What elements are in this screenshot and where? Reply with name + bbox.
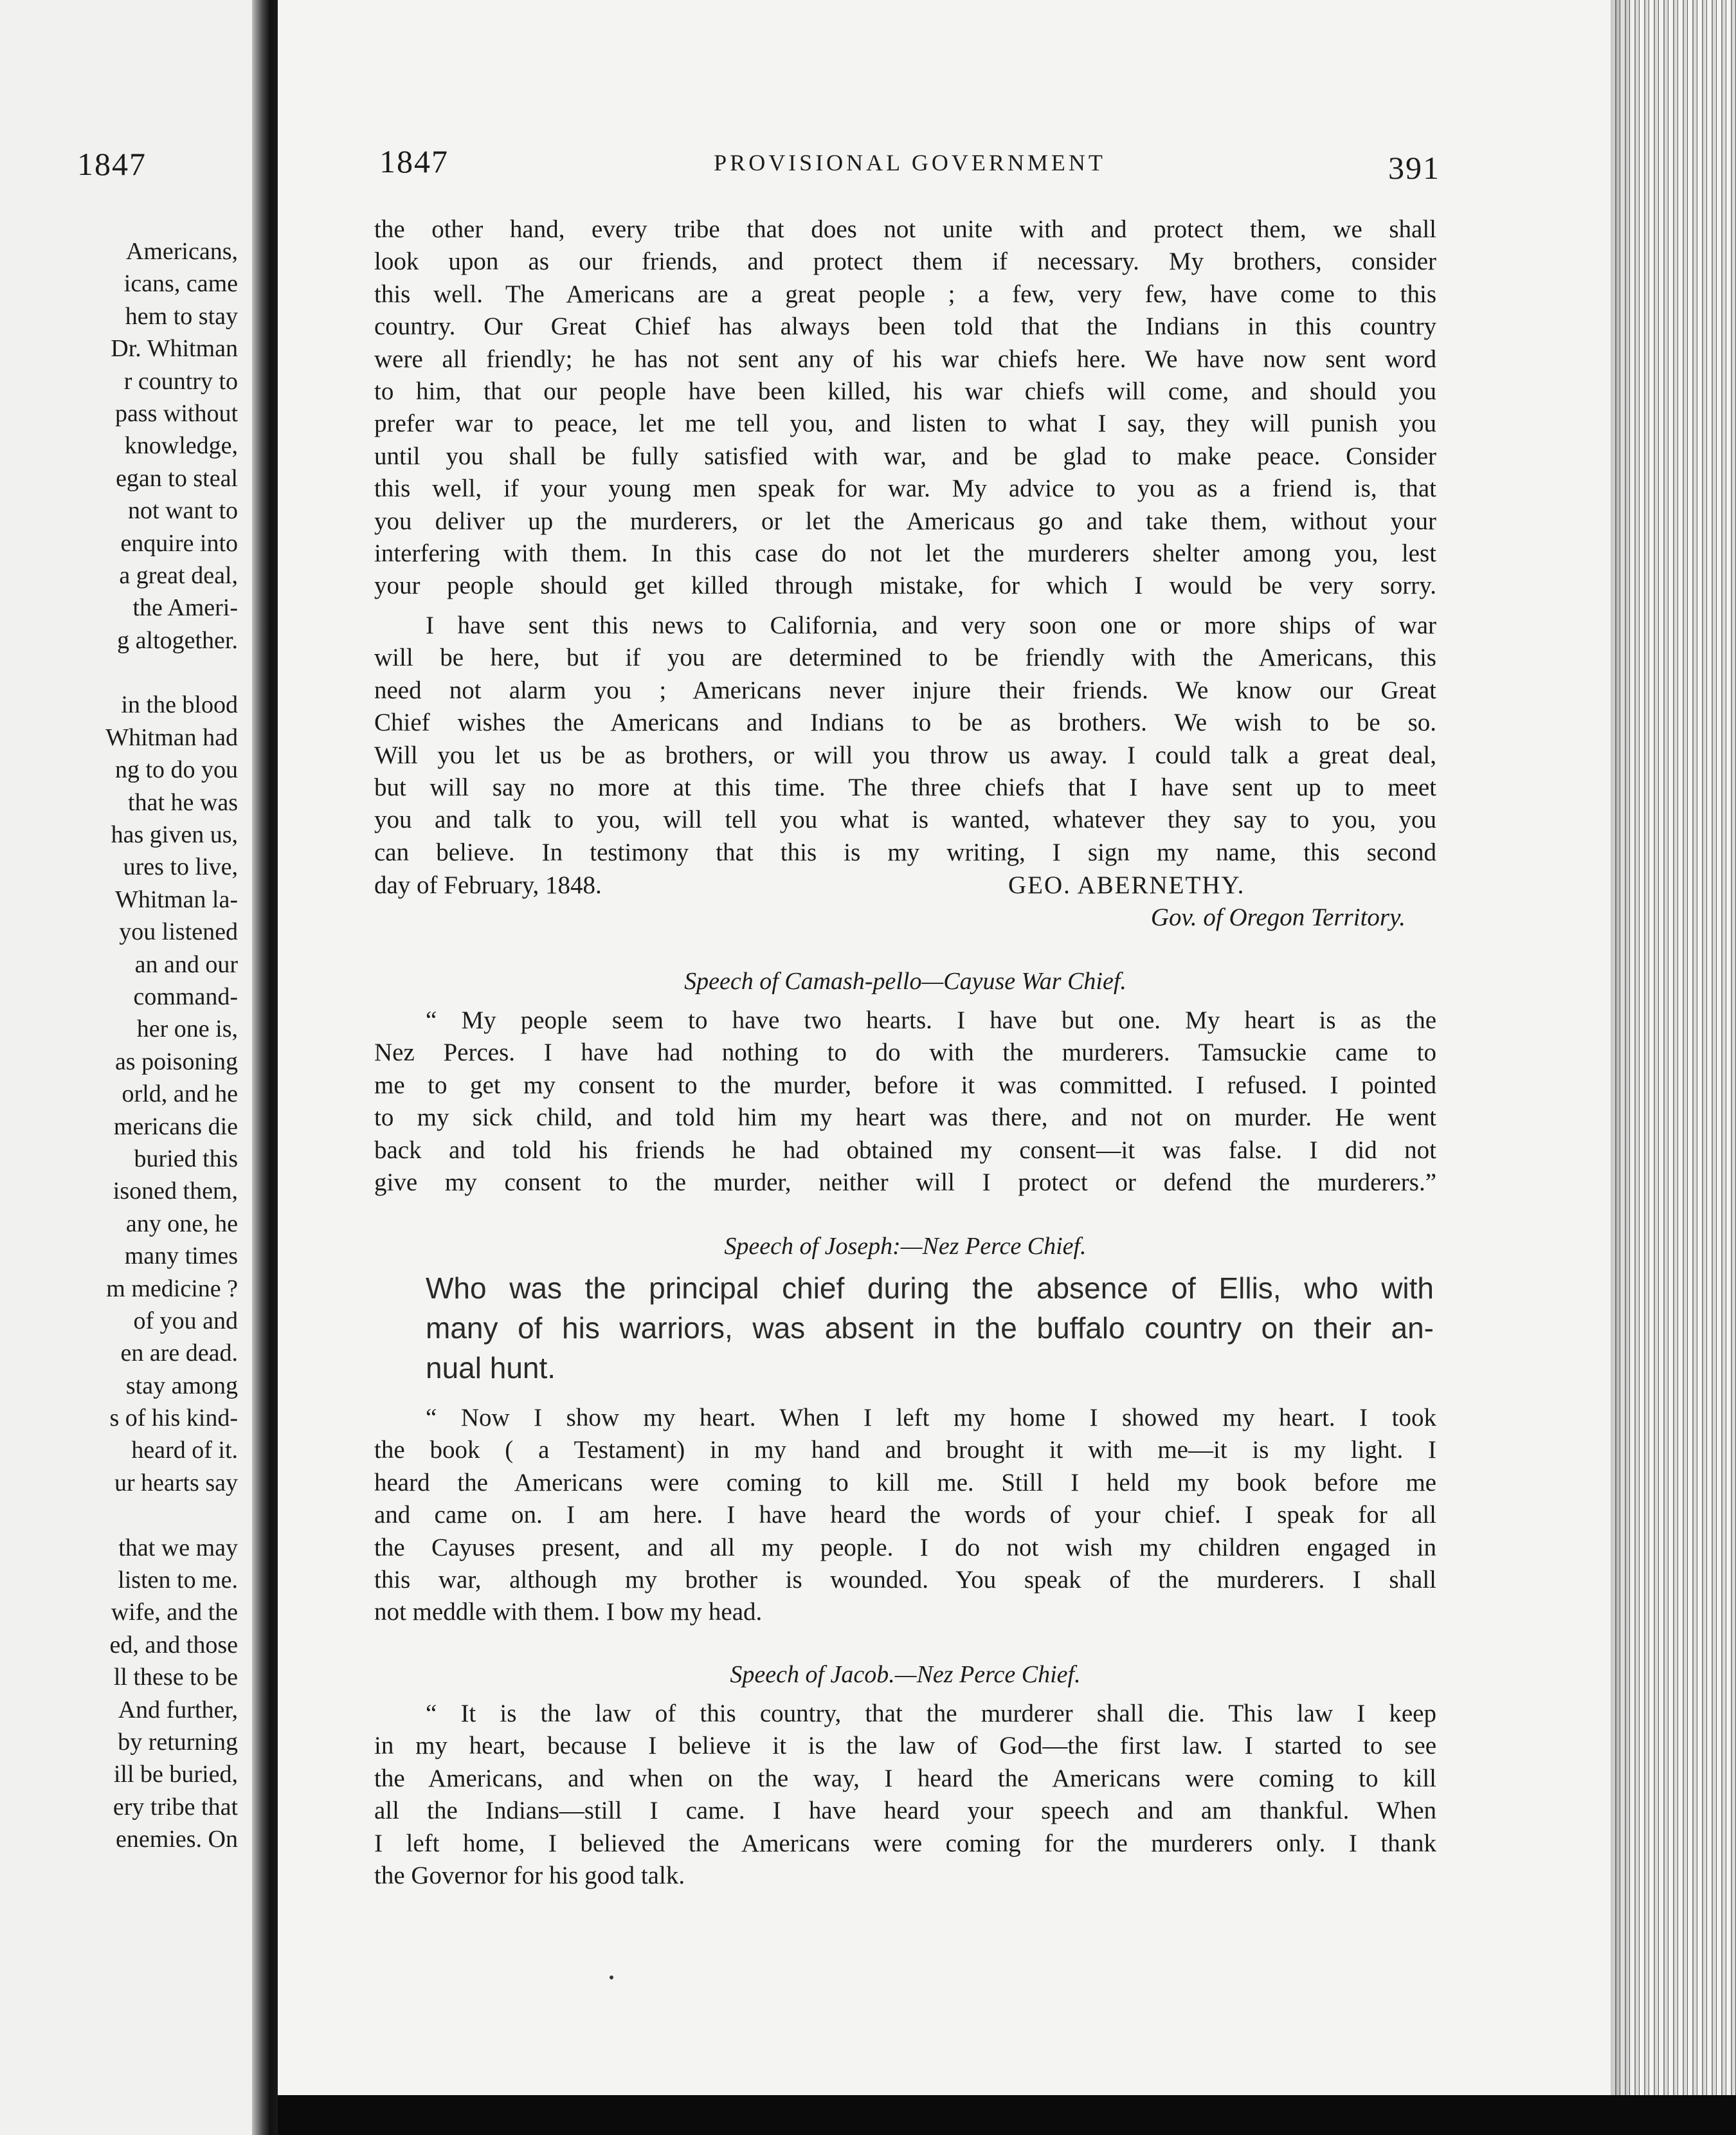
left-page-line: not want to bbox=[128, 497, 238, 525]
ink-speck bbox=[610, 1976, 613, 1979]
left-page-line: a great deal, bbox=[119, 561, 238, 589]
left-page-line: egan to steal bbox=[116, 464, 238, 492]
letter-paragraph-2 bbox=[374, 610, 1436, 869]
text-line: Will you let us be as brothers, or will you throw us away. I could talk a great deal, bbox=[374, 741, 1436, 769]
left-page-line: isoned them, bbox=[113, 1177, 238, 1205]
text-line: “ It is the law of this country, that the murderer shall die. This law I keep bbox=[426, 1700, 1436, 1727]
left-page-line: g altogether. bbox=[117, 626, 238, 654]
text-line: back and told his friends he had obtained my consent—it was false. I did not bbox=[374, 1136, 1436, 1164]
left-page-line: Americans, bbox=[125, 238, 238, 265]
text-line: your people should get killed through mistake, for which I would be very sorry. bbox=[374, 572, 1436, 600]
left-page-line: by returning bbox=[118, 1728, 238, 1756]
left-page-line: enquire into bbox=[120, 529, 238, 557]
left-page-line: m medicine ? bbox=[106, 1275, 238, 1302]
left-page-line: you listened bbox=[119, 918, 238, 946]
left-page-line: And further, bbox=[118, 1696, 238, 1723]
left-page-line: ery tribe that bbox=[113, 1793, 238, 1821]
running-head-title: PROVISIONAL GOVERNMENT bbox=[714, 150, 1106, 176]
left-page-line: that we may bbox=[118, 1534, 238, 1561]
left-page-line: has given us, bbox=[111, 821, 238, 849]
text-line: will be here, but if you are determined to be friendly with the Americans, this bbox=[374, 644, 1436, 672]
text-line: Nez Perces. I have had nothing to do with the murderers. Tamsuckie came to bbox=[374, 1039, 1436, 1067]
signature-block bbox=[374, 869, 1436, 934]
left-page-line: ed, and those bbox=[109, 1631, 238, 1658]
left-page-line: hem to stay bbox=[125, 302, 238, 330]
left-page-line: enemies. On bbox=[116, 1826, 238, 1853]
text-line: you deliver up the murderers, or let the Americaus go and take them, without your bbox=[374, 507, 1436, 535]
speech-heading-camash-pello: Speech of Camash-pello—Cayuse War Chief. bbox=[684, 968, 1126, 995]
running-head bbox=[379, 143, 1440, 188]
note-line: nual hunt. bbox=[426, 1351, 556, 1385]
text-line: the other hand, every tribe that does not unite with and protect them, we shall bbox=[374, 215, 1436, 243]
left-page-line: listen to me. bbox=[118, 1567, 238, 1594]
left-page-line: ur hearts say bbox=[114, 1469, 238, 1496]
left-page-line: orld, and he bbox=[122, 1080, 238, 1108]
text-line: look upon as our friends, and protect them if necessary. My brothers, consider bbox=[374, 248, 1436, 276]
left-page-line: ng to do you bbox=[114, 756, 238, 784]
text-line: the Governor for his good talk. bbox=[374, 1861, 685, 1889]
text-line: I left home, I believed the Americans were coming for the murderers only. I thank bbox=[374, 1829, 1436, 1857]
speech-heading-jacob: Speech of Jacob.—Nez Perce Chief. bbox=[730, 1661, 1081, 1688]
left-page-line: any one, he bbox=[125, 1210, 238, 1237]
left-page-line: command- bbox=[133, 983, 238, 1010]
left-page-line: as poisoning bbox=[114, 1048, 238, 1075]
text-line: me to get my consent to the murder, before it was committed. I refused. I pointed bbox=[374, 1071, 1436, 1099]
left-page-line: Dr. Whitman bbox=[111, 335, 238, 363]
signature-date: day of February, 1848. bbox=[374, 871, 602, 899]
annotation-note bbox=[426, 1268, 1434, 1388]
left-page-header-year: 1847 bbox=[77, 146, 147, 182]
left-page-line: heard of it. bbox=[131, 1437, 238, 1464]
speech-camash-pello bbox=[374, 1004, 1436, 1199]
text-line: and came on. I am here. I have heard the words of your chief. I speak for all bbox=[374, 1501, 1436, 1529]
left-page-line bbox=[0, 657, 238, 689]
text-line: this well, if your young men speak for war. My advice to you as a friend is, that bbox=[374, 475, 1436, 503]
text-line: country. Our Great Chief has always been told that the Indians in this country bbox=[374, 313, 1436, 341]
text-line: the Cayuses present, and all my people. I do not wish my children engaged in bbox=[374, 1533, 1436, 1561]
left-page-line: mericans die bbox=[113, 1113, 238, 1140]
text-line: in my heart, because I believe it is the law of God—the first law. I started to see bbox=[374, 1732, 1436, 1760]
note-line: many of his warriors, was absent in the buffalo country on their an- bbox=[426, 1311, 1434, 1345]
left-page-line: ll these to be bbox=[113, 1664, 238, 1691]
left-page-line: her one is, bbox=[136, 1015, 238, 1043]
text-line: all the Indians—still I came. I have heard your speech and am thankful. When bbox=[374, 1797, 1436, 1825]
text-line: until you shall be fully satisfied with war, and be glad to make peace. Consider bbox=[374, 442, 1436, 470]
text-line: were all friendly; he has not sent any of his war chiefs here. We have now sent word bbox=[374, 345, 1436, 373]
left-page-line: buried this bbox=[134, 1145, 238, 1172]
text-line: can believe. In testimony that this is my writing, I sign my name, this second bbox=[374, 838, 1436, 866]
page-edges-shadow bbox=[1611, 0, 1636, 2135]
text-line: prefer war to peace, let me tell you, and listen to what I say, they will punish you bbox=[374, 410, 1436, 438]
text-line: to my sick child, and told him my heart was there, and not on murder. He went bbox=[374, 1104, 1436, 1132]
text-line: the book ( a Testament) in my hand and brought it with me—it is my light. I bbox=[374, 1436, 1436, 1464]
left-page-line: many times bbox=[124, 1242, 238, 1270]
left-page-line: Whitman had bbox=[105, 723, 238, 751]
text-line: the Americans, and when on the way, I heard the Americans were coming to kill bbox=[374, 1764, 1436, 1792]
left-page-line bbox=[0, 1499, 238, 1531]
text-line: interfering with them. In this case do not let the murderers shelter among you, lest bbox=[374, 539, 1436, 567]
text-line: I have sent this news to California, and very soon one or more ships of war bbox=[426, 612, 1436, 639]
speech-joseph bbox=[374, 1402, 1436, 1629]
left-page-line: the Ameri- bbox=[132, 594, 238, 622]
text-line: this well. The Americans are a great people ; a few, very few, have come to this bbox=[374, 280, 1436, 308]
page-number: 391 bbox=[1388, 150, 1440, 186]
left-page-line: r country to bbox=[123, 367, 238, 395]
book-gutter bbox=[252, 0, 278, 2135]
note-line: Who was the principal chief during the absence of Ellis, who with bbox=[426, 1271, 1434, 1305]
text-line: to him, that our people have been killed, his war chiefs will come, and should you bbox=[374, 377, 1436, 405]
left-page-line: ill be buried, bbox=[113, 1761, 238, 1788]
left-facing-page bbox=[0, 0, 252, 2135]
left-page-text-column bbox=[0, 235, 238, 1856]
left-page-line: knowledge, bbox=[124, 432, 238, 460]
text-line: need not alarm you ; Americans never injure their friends. We know our Great bbox=[374, 676, 1436, 704]
speech-jacob bbox=[374, 1698, 1436, 1892]
left-page-line: pass without bbox=[114, 399, 238, 427]
text-line: give my consent to the murder, neither will I protect or defend the murderers.” bbox=[374, 1168, 1436, 1196]
left-page-line: stay among bbox=[125, 1372, 238, 1399]
left-page-line: that he was bbox=[128, 788, 238, 816]
bottom-edge bbox=[278, 2095, 1736, 2135]
text-line: not meddle with them. I bow my head. bbox=[374, 1598, 763, 1626]
left-page-line: in the blood bbox=[121, 691, 238, 719]
text-line: but will say no more at this time. The three chiefs that I have sent up to meet bbox=[374, 773, 1436, 801]
text-line: heard the Americans were coming to kill me. Still I held my book before me bbox=[374, 1468, 1436, 1496]
left-page-line: icans, came bbox=[123, 270, 238, 298]
text-line: this war, although my brother is wounded. You speak of the murderers. I shall bbox=[374, 1565, 1436, 1594]
text-line: you and talk to you, will tell you what is wanted, whatever they say to you, you bbox=[374, 806, 1436, 834]
text-line: “ Now I show my heart. When I left my home I showed my heart. I took bbox=[426, 1404, 1436, 1431]
signature-name: GEO. ABERNETHY. bbox=[1008, 871, 1245, 899]
left-page-line: ures to live, bbox=[123, 853, 238, 881]
left-page-line: of you and bbox=[133, 1307, 238, 1334]
left-page-line: wife, and the bbox=[111, 1599, 238, 1626]
left-page-line: an and our bbox=[134, 950, 238, 978]
text-line: “ My people seem to have two hearts. I have but one. My heart is as the bbox=[426, 1006, 1436, 1034]
left-page-line: en are dead. bbox=[120, 1340, 238, 1367]
running-head-year: 1847 bbox=[379, 143, 449, 179]
speech-heading-joseph: Speech of Joseph:—Nez Perce Chief. bbox=[724, 1233, 1087, 1260]
text-line: Chief wishes the Americans and Indians to be as brothers. We wish to be so. bbox=[374, 709, 1436, 737]
signature-title: Gov. of Oregon Territory. bbox=[1150, 904, 1406, 932]
left-page-line: Whitman la- bbox=[115, 886, 238, 913]
left-page-line: s of his kind- bbox=[109, 1404, 238, 1432]
letter-paragraph-1 bbox=[374, 214, 1436, 603]
